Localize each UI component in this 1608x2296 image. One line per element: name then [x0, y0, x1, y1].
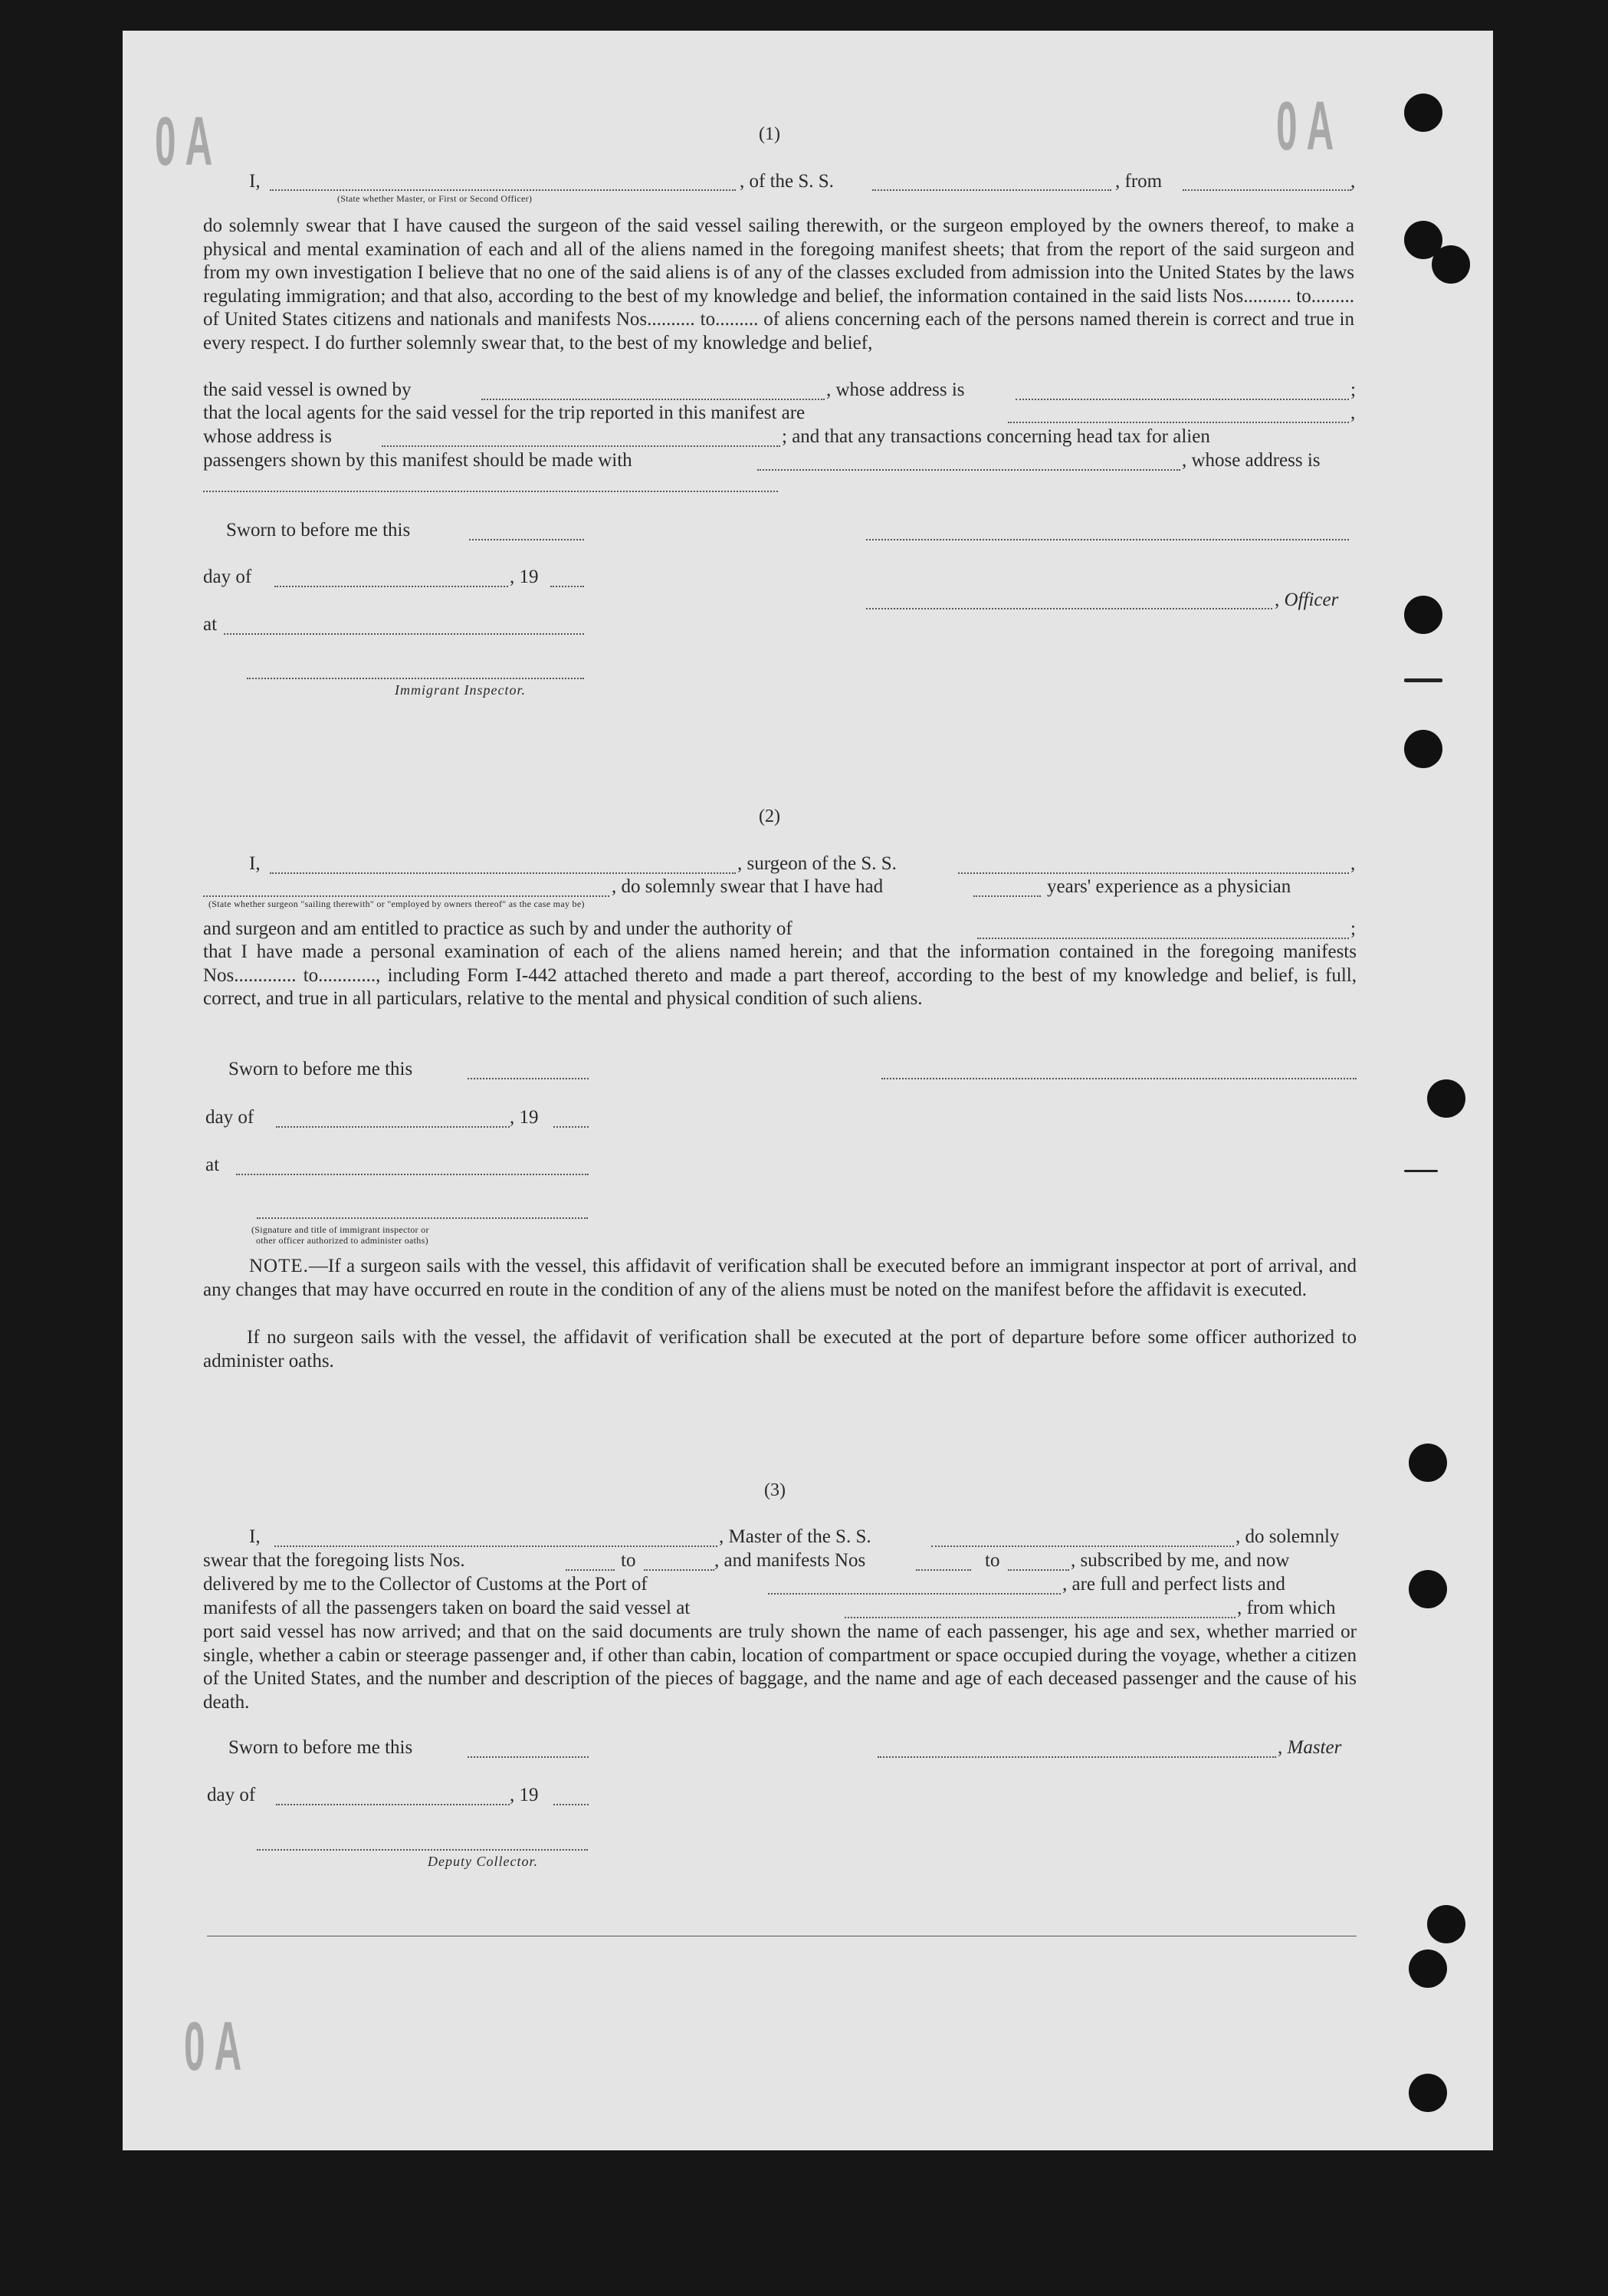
sworn-label: Sworn to before me this	[228, 1059, 413, 1079]
semicolon: ;	[1350, 379, 1356, 400]
agents-address-label: whose address is	[203, 426, 333, 447]
month-field	[276, 1126, 510, 1128]
master-oath-body: port said vessel has now arrived; and that on the said documents are truly shown the name of each passenger, his age and sex, whether married or single, whether a cabin or steerage passenger and, if other than cabin, location of compartment or space occupied during the voyage, whether a citizen of the United States, and the number and description of the pieces of baggage, and the name and age of each deceased passenger and the cause of his death.	[203, 1621, 1357, 1713]
officer-label	[1275, 589, 1338, 612]
month-field	[276, 1804, 510, 1805]
day-of-label: day of	[207, 1785, 256, 1805]
authority-field	[977, 938, 1349, 939]
place-field	[236, 1174, 589, 1175]
sworn-date-field	[469, 539, 584, 540]
surgeon-oath-body: that I have made a personal examination of each of the aliens named herein; and that the information contained in the foregoing manifests Nos............. to............, including Form I-442 attached thereto and made a part thereof, according to the best of my knowledge and belief, is full, correct, and true in all particulars, relative to the mental and physical condition of such aliens.	[203, 941, 1357, 1010]
head-tax-label: ; and that any transactions concerning head tax for alien	[782, 426, 1210, 447]
note-label: NOTE.	[249, 1256, 309, 1276]
sworn-label: Sworn to before me this	[226, 520, 411, 540]
years-experience: years' experience as a physician	[1047, 876, 1291, 897]
solemnly-swear: , do solemnly swear that I have had	[612, 876, 884, 897]
note	[203, 1255, 1357, 1302]
collector-port-label: delivered by me to the Collector of Customs at the Port of	[203, 1574, 648, 1595]
surgeon-hint: (State whether surgeon "sailing therewith" or "employed by owners thereof" as the case may be)	[208, 898, 585, 909]
punch-hole	[1427, 1079, 1465, 1118]
of-the-ss: , of the S. S.	[740, 171, 834, 192]
inspector-signature-field	[247, 678, 584, 679]
agents-label: that the local agents for the said vessel for the trip reported in this manifest are	[203, 402, 806, 423]
section-number: (3)	[764, 1480, 786, 1500]
signature-hint-2: other officer authorized to administer oaths)	[256, 1235, 428, 1246]
day-of-label: day of	[203, 567, 252, 587]
master-of-ss: , Master of the S. S.	[719, 1526, 871, 1547]
oath-i: I,	[249, 853, 261, 874]
punch-hole	[1404, 596, 1442, 634]
authority-label: and surgeon and am entitled to practice as such by and under the authority of	[203, 918, 793, 939]
punch-hole	[1409, 1570, 1447, 1608]
year-field	[553, 1804, 589, 1805]
punch-hole	[1404, 94, 1442, 132]
surgeon-signature-field	[881, 1078, 1357, 1079]
from-which-label: , from which	[1237, 1598, 1336, 1618]
month-field	[274, 586, 508, 587]
lists-from-field	[566, 1569, 615, 1571]
lists-to-field	[644, 1569, 714, 1571]
collector-signature-field	[257, 1849, 588, 1851]
day-of-label: day of	[205, 1107, 254, 1128]
year-field	[550, 586, 584, 587]
punch-hole	[1409, 2074, 1447, 2112]
year-label: , 19	[510, 1107, 539, 1128]
years-field	[973, 895, 1041, 897]
manifests-to-field	[1008, 1569, 1069, 1571]
scan-mark	[1404, 1170, 1438, 1172]
year-label: , 19	[510, 1785, 539, 1805]
oath-body-1: do solemnly swear that I have caused the surgeon of the said vessel sailing therewith, or the surgeon employed by the owners thereof, to make a physical and mental examination of each and all of the aliens named in the foregoing manifest sheets; that from the report of the said surgeon and from my own investigation I believe that no one of the said aliens is of any of the classes excluded from admission into the United States by the laws regulating immigration; and that also, according to the best of my knowledge and belief, the information contained in the said lists Nos.......... to......... of United States citizens and nationals and manifests Nos.......... to......... of aliens concerning each of the persons named therein is correct and true in every respect. I do further solemnly swear that, to the best of my knowledge and belief,	[203, 215, 1354, 353]
master-name-field	[274, 1545, 717, 1547]
inspector-title: Immigrant Inspector.	[395, 682, 526, 698]
sworn-date-field	[468, 1078, 589, 1079]
from-port-field	[1183, 189, 1351, 191]
to-label: to	[621, 1550, 636, 1571]
subscribed-label: , subscribed by me, and now	[1071, 1550, 1290, 1571]
to-label: to	[985, 1550, 1000, 1571]
agents-field	[1008, 422, 1349, 423]
oath-i: I,	[249, 171, 261, 192]
year-label: , 19	[510, 567, 539, 587]
punch-hole	[1409, 1444, 1447, 1482]
place-field	[224, 633, 584, 635]
agents-address-field	[382, 445, 780, 447]
surgeon-status-field	[203, 895, 609, 897]
comma: ,	[1350, 853, 1356, 874]
officer-signature-field	[866, 539, 1349, 540]
punch-hole	[1404, 730, 1442, 768]
master-signature-field	[878, 1756, 1276, 1758]
collector-title: Deputy Collector.	[428, 1854, 538, 1869]
vessel-name-field	[958, 872, 1349, 874]
port-field	[768, 1593, 1061, 1595]
manifests-label: , and manifests Nos	[714, 1550, 866, 1571]
signature-hint-1: (Signature and title of immigrant inspector or	[251, 1224, 429, 1235]
full-lists-label: , are full and perfect lists and	[1062, 1574, 1285, 1595]
owner-address-label: , whose address is	[826, 379, 965, 400]
passengers-label: passengers shown by this manifest should be made with	[203, 450, 632, 471]
taken-on-board-label: manifests of all the passengers taken on board the said vessel at	[203, 1598, 691, 1618]
stamp-0a-bottom-left: 0 A	[184, 2009, 242, 2085]
head-tax-agent-field	[757, 469, 1180, 471]
master-title: , Master	[1278, 1737, 1342, 1758]
vessel-name-field	[872, 189, 1111, 191]
sworn-date-field	[468, 1756, 589, 1758]
owned-by-label: the said vessel is owned by	[203, 379, 412, 400]
punch-hole	[1432, 245, 1470, 284]
from-label: , from	[1115, 171, 1163, 192]
at-label: at	[205, 1155, 220, 1175]
section-number: (1)	[759, 124, 780, 144]
do-solemnly: , do solemnly	[1236, 1526, 1340, 1547]
stamp-0a-top-right: 0 A	[1276, 88, 1334, 165]
surgeon-of-ss: , surgeon of the S. S.	[737, 853, 897, 874]
semicolon: ;	[1350, 918, 1356, 939]
note-text: —If a surgeon sails with the vessel, this affidavit of verification shall be executed before an immigrant inspector at port of arrival, and any changes that may have occurred en route in the condition of any of the aliens must be noted on the manifest before the affidavit is executed.	[203, 1256, 1357, 1300]
oath-i: I,	[249, 1526, 261, 1547]
surgeon-name-field	[270, 872, 736, 874]
note-2: If no surgeon sails with the vessel, the affidavit of verification shall be executed at the port of departure before some officer authorized to administer oaths.	[203, 1327, 1357, 1371]
comma: ,	[1350, 402, 1356, 423]
head-tax-address-field	[203, 491, 778, 492]
punch-hole	[1427, 1905, 1465, 1943]
master-label	[1278, 1736, 1341, 1759]
officer-title: , Officer	[1275, 590, 1339, 610]
inspector-signature-field	[257, 1217, 588, 1219]
at-label: at	[203, 614, 218, 635]
comma: ,	[1350, 171, 1356, 192]
officer-name-line	[866, 608, 1272, 609]
officer-hint: (State whether Master, or First or Second Officer)	[337, 193, 533, 204]
owner-field	[481, 399, 825, 400]
owner-address-field	[1016, 399, 1349, 400]
section-number: (2)	[759, 806, 780, 826]
stamp-0a-top-left: 0 A	[155, 103, 213, 180]
embarkation-port-field	[845, 1617, 1236, 1618]
vessel-name-field	[931, 1545, 1234, 1547]
year-field	[553, 1126, 589, 1128]
scan-mark	[1404, 678, 1442, 682]
head-tax-address-label: , whose address is	[1182, 450, 1321, 471]
manifests-from-field	[916, 1569, 971, 1571]
sworn-label: Sworn to before me this	[228, 1737, 413, 1758]
punch-hole	[1409, 1949, 1447, 1988]
officer-name-field	[270, 189, 736, 191]
lists-label: swear that the foregoing lists Nos.	[203, 1550, 465, 1571]
